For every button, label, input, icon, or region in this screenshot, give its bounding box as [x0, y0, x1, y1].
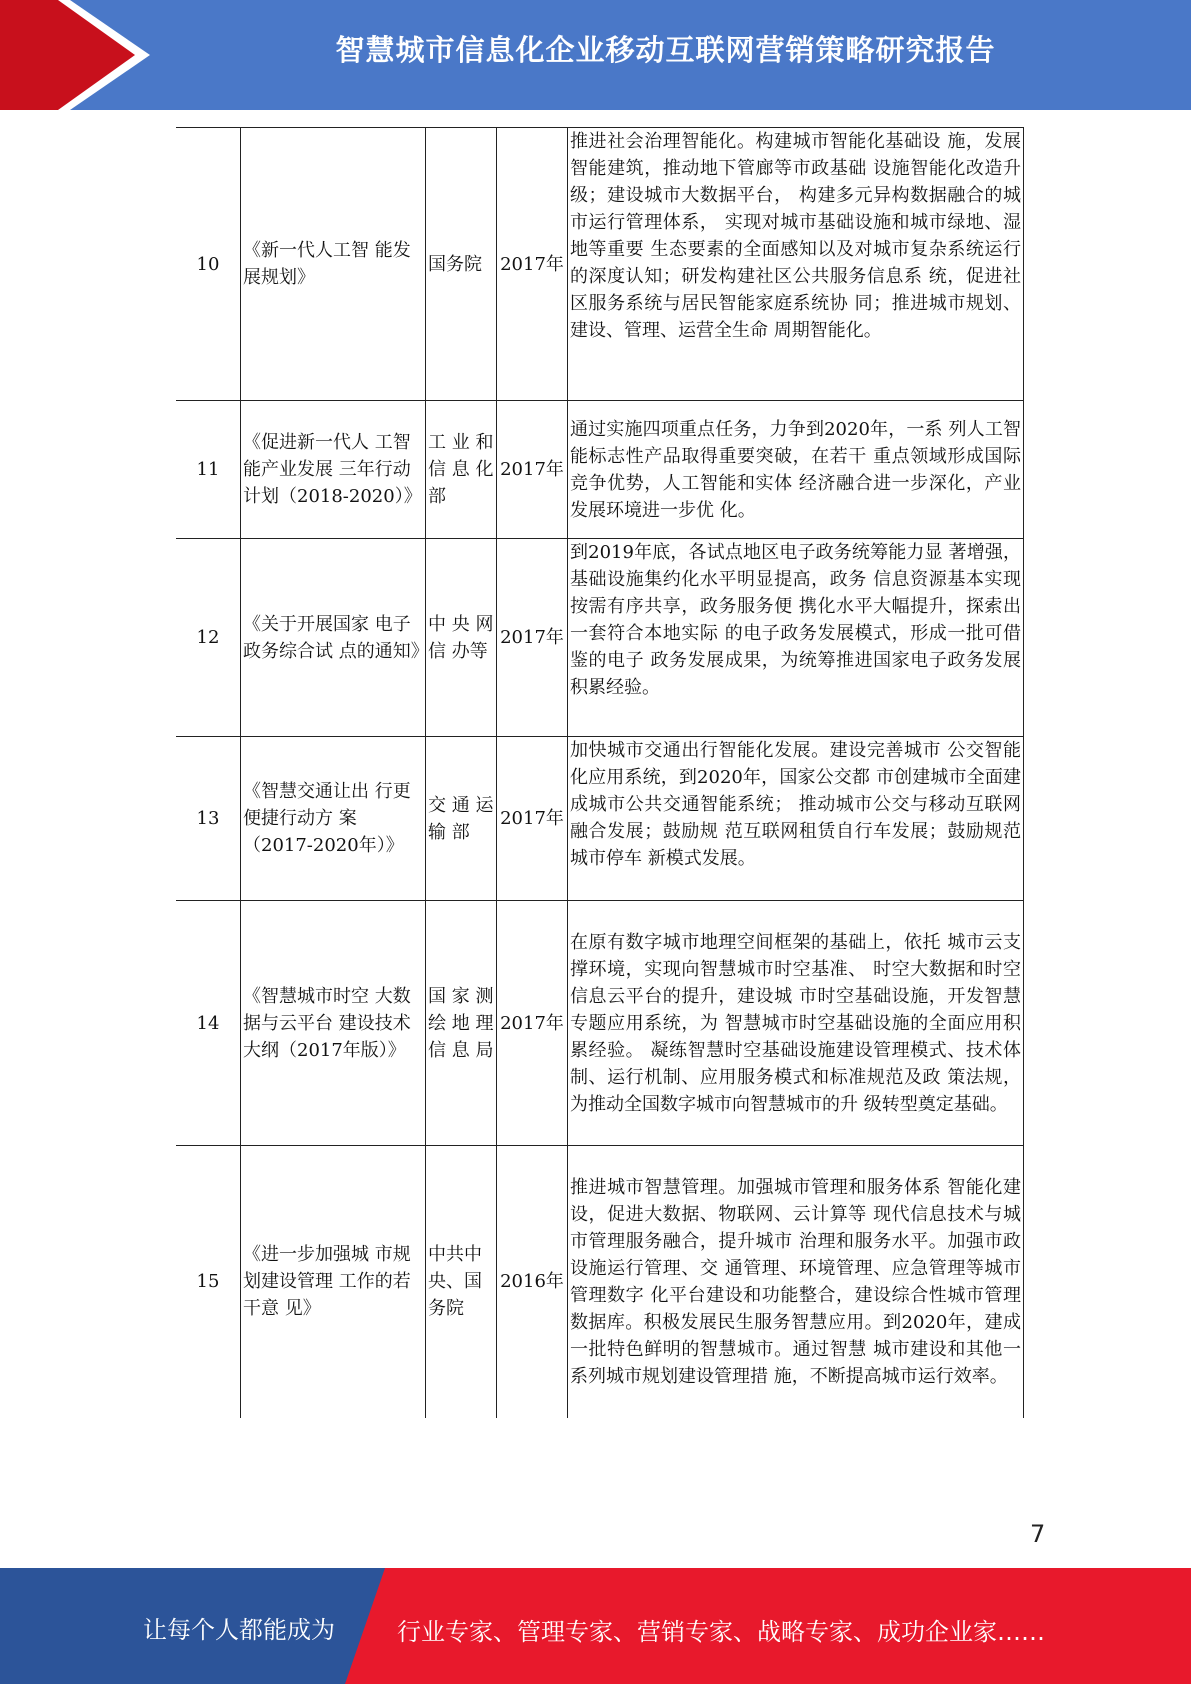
issuing-department: 交 通 运 输 部 [426, 737, 497, 901]
policy-content: 通过实施四项重点任务，力争到2020年，一系 列人工智能标志性产品取得重要突破，在若干 重点领域形成国际竞争优势，人工智能和实体 经济融合进一步深化，产业发展环境进一步优 化。 [568, 401, 1024, 539]
issuing-department: 中 央 网 信 办等 [426, 539, 497, 737]
page-number: 7 [1030, 1520, 1046, 1548]
issuing-department: 国务院 [426, 128, 497, 401]
row-number: 11 [176, 401, 241, 539]
row-number: 10 [176, 128, 241, 401]
issuing-department: 工 业 和 信 息 化 部 [426, 401, 497, 539]
page-footer [0, 1568, 1191, 1684]
table-row [176, 1146, 1024, 1418]
issuing-department: 中共中央、国务院 [426, 1146, 497, 1418]
issue-year: 2017年 [497, 901, 568, 1146]
table-row [176, 901, 1024, 1146]
policy-content: 推进城市智慧管理。加强城市管理和服务体系 智能化建设，促进大数据、物联网、云计算等 现代信息技术与城市管理服务融合，提升城市 治理和服务水平。加强市政设施运行管理、交 通管理、环境管理、应急管理等城市管理数字 化平台建设和功能整合，建设综合性城市管理 数据库。积极发展民生服务智慧应用。到2020年，建成一批特色鲜明的智慧城市。通过智慧 城市建设和其他一系列城市规划建设管理措 施，不断提高城市运行效率。 [568, 1146, 1024, 1418]
row-number: 15 [176, 1146, 241, 1418]
policy-title: 《智慧交通让出 行更便捷行动方 案（2017-2020年）》 [241, 737, 426, 901]
policy-title: 《新一代人工智 能发展规划》 [241, 128, 426, 401]
table-row [176, 401, 1024, 539]
policy-title: 《进一步加强城 市规划建设管理 工作的若干意 见》 [241, 1146, 426, 1418]
policy-content: 到2019年底，各试点地区电子政务统筹能力显 著增强，基础设施集约化水平明显提高，政务 信息资源基本实现按需有序共享，政务服务便 携化水平大幅提升，探索出一套符合本地实际 的电子政务发展模式，形成一批可借鉴的电子 政务发展成果，为统筹推进国家电子政务发展 积累经验。 [568, 539, 1024, 737]
report-title: 智慧城市信息化企业移动互联网营销策略研究报告 [335, 33, 996, 67]
policy-title: 《促进新一代人 工智能产业发展 三年行动计划（2018-2020）》 [241, 401, 426, 539]
table-row [176, 128, 1024, 401]
issue-year: 2017年 [497, 737, 568, 901]
policy-content: 加快城市交通出行智能化发展。建设完善城市 公交智能化应用系统，到2020年，国家公交都 市创建城市全面建成城市公共交通智能系统； 推动城市公交与移动互联网融合发展；鼓励规 范互联网租赁自行车发展；鼓励规范城市停车 新模式发展。 [568, 737, 1024, 901]
row-number: 13 [176, 737, 241, 901]
footer-slogan-left: 让每个人都能成为 [143, 1616, 335, 1644]
policy-title: 《智慧城市时空 大数据与云平台 建设技术大纲（2017年版）》 [241, 901, 426, 1146]
table-row [176, 539, 1024, 737]
policy-title: 《关于开展国家 电子政务综合试 点的通知》 [241, 539, 426, 737]
issue-year: 2017年 [497, 401, 568, 539]
issue-year: 2016年 [497, 1146, 568, 1418]
policy-table [176, 127, 1024, 1418]
footer-slogan-right: 行业专家、管理专家、营销专家、战略专家、成功企业家…… [397, 1618, 1045, 1646]
issue-year: 2017年 [497, 539, 568, 737]
policy-content: 推进社会治理智能化。构建城市智能化基础设 施，发展智能建筑，推动地下管廊等市政基础 设施智能化改造升级；建设城市大数据平台， 构建多元异构数据融合的城市运行管理体系， 实现对城市基础设施和城市绿地、湿地等重要 生态要素的全面感知以及对城市复杂系统运行 的深度认知；研发构建社区公共服务信息系 统，促进社区服务系统与居民智能家庭系统协 同；推进城市规划、建设、管理、运营全生命 周期智能化。 [568, 128, 1024, 401]
table-row [176, 737, 1024, 901]
issue-year: 2017年 [497, 128, 568, 401]
policy-content: 在原有数字城市地理空间框架的基础上，依托 城市云支撑环境，实现向智慧城市时空基准、 时空大数据和时空信息云平台的提升，建设城 市时空基础设施，开发智慧专题应用系统，为 智慧城市时空基础设施的全面应用积累经验。 凝练智慧时空基础设施建设管理模式、技术体 制、运行机制、应用服务模式和标准规范及政 策法规，为推动全国数字城市向智慧城市的升 级转型奠定基础。 [568, 901, 1024, 1146]
row-number: 12 [176, 539, 241, 737]
issuing-department: 国 家 测 绘 地 理 信 息 局 [426, 901, 497, 1146]
row-number: 14 [176, 901, 241, 1146]
page-header [0, 0, 1191, 110]
